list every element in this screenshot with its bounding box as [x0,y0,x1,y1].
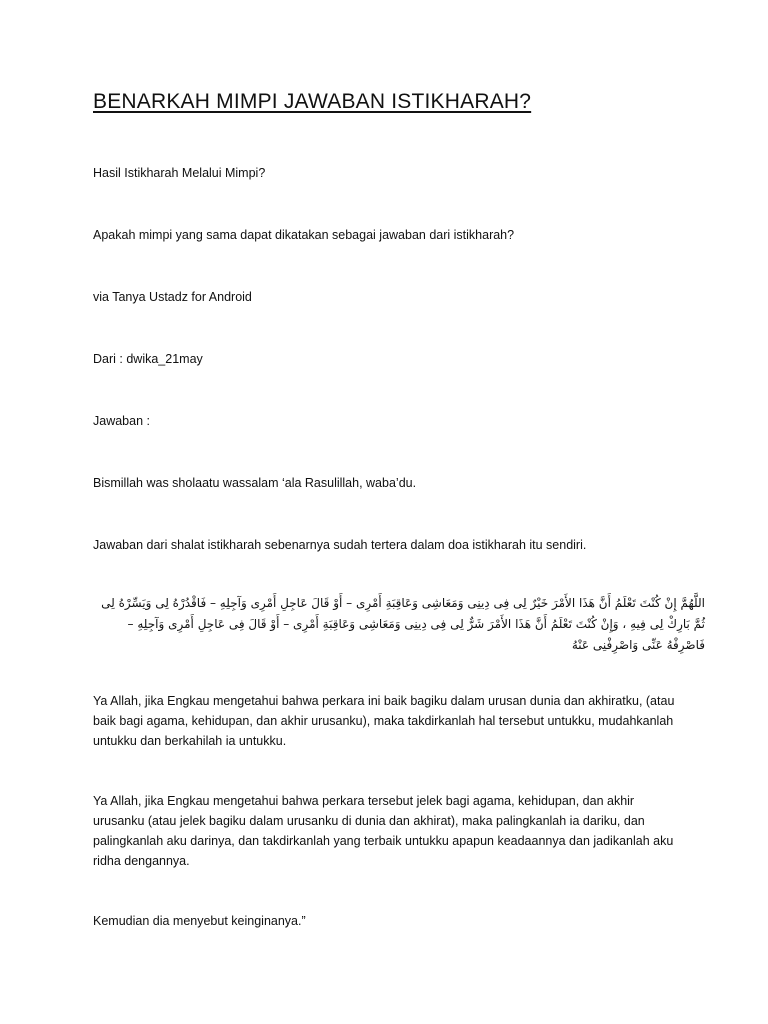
paragraph-translation-good: Ya Allah, jika Engkau mengetahui bahwa perkara ini baik bagiku dalam urusan dunia dan akhiratku, (atau baik bagi agama, kehidupan, dan akhir urusanku), maka takdirkanlah hal tersebut untukku, mudahkanlah untukku dan berkahilah ia untukku. [93,694,675,748]
paragraph-source: via Tanya Ustadz for Android [93,290,252,304]
paragraph-sender: Dari : dwika_21may [93,352,203,366]
paragraph-question: Apakah mimpi yang sama dapat dikatakan sebagai jawaban dari istikharah? [93,228,515,242]
paragraph-translation-bad: Ya Allah, jika Engkau mengetahui bahwa perkara tersebut jelek bagi agama, kehidupan, dan akhir urusanku (atau jelek bagiku dalam urusanku di dunia dan akhirat), maka palingkanlah ia dariku, dan palingkanlah aku darinya, dan takdirkanlah yang terbaik untukku apapun keadaannya dan jadikanlah aku ridha dengannya. [93,794,674,868]
paragraph-opening: Bismillah was sholaatu wassalam ‘ala Rasulillah, waba’du. [93,476,417,490]
arabic-doa-text: اللَّهُمَّ إِنْ كُنْتَ تَعْلَمُ أَنَّ هَذَا الأَمْرَ خَيْرٌ لِى فِى دِينِى وَمَعَاشِى وَعَاقِبَةِ أَمْرِى – أَوْ قَالَ عَاجِلِ أَمْرِى وَآجِلِهِ – فَاقْدُرْهُ لِى وَيَسِّرْهُ لِى ثُمَّ بَارِكْ لِى فِيهِ ، وَإِنْ كُنْتَ تَعْلَمُ أَنَّ هَذَا الأَمْرَ شَرٌّ لِى فِى دِينِى وَمَعَاشِى وَعَاقِبَةِ أَمْرِى – أَوْ قَالَ فِى عَاجِلِ أَمْرِى وَآجِلِهِ – فَاصْرِفْهُ عَنِّى وَاصْرِفْنِى عَنْهُ [101,596,705,652]
paragraph-closing: Kemudian dia menyebut keinginanya.” [93,914,306,928]
document-title: BENARKAH MIMPI JAWABAN ISTIKHARAH? [93,90,532,113]
paragraph-explanation: Jawaban dari shalat istikharah sebenarnya sudah tertera dalam doa istikharah itu sendiri. [93,538,587,552]
paragraph-subtitle: Hasil Istikharah Melalui Mimpi? [93,166,266,180]
paragraph-answer-label: Jawaban : [93,414,150,428]
